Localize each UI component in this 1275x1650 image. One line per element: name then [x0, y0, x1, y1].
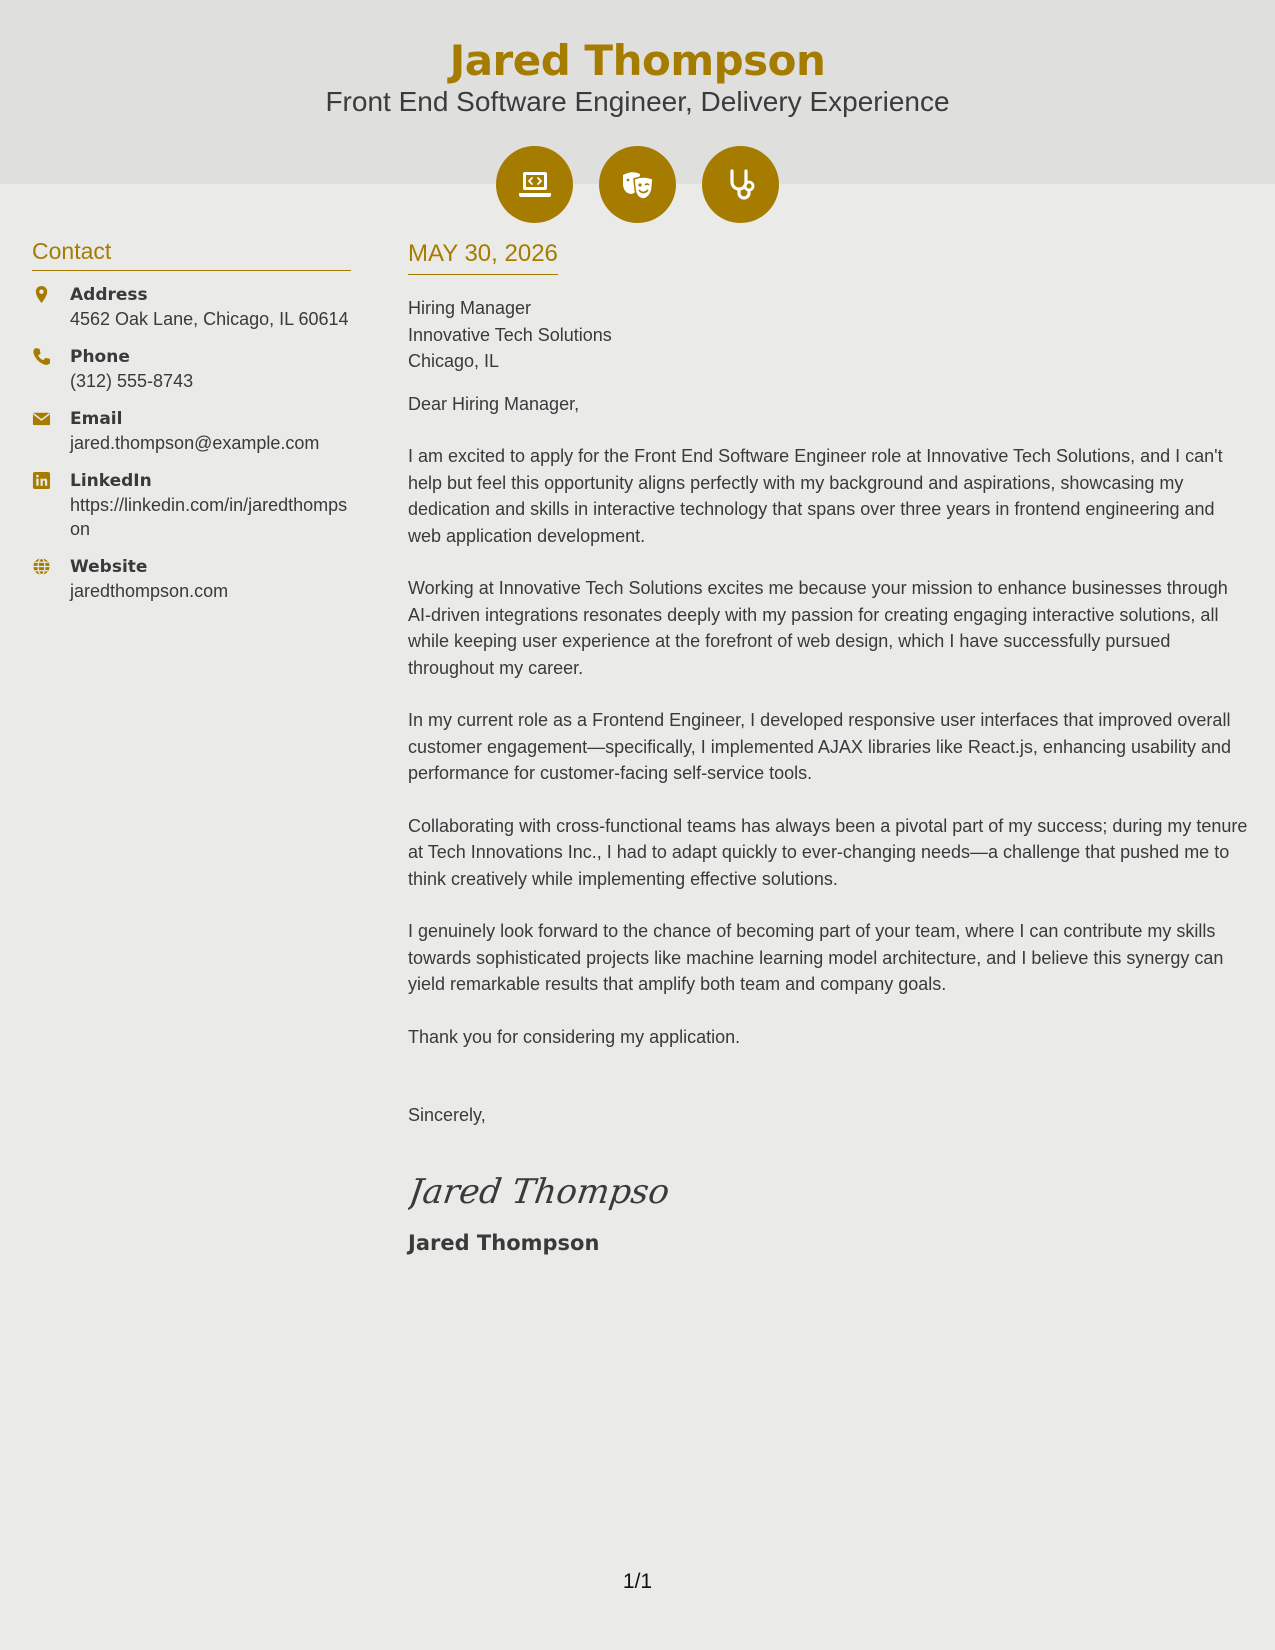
theater-masks-icon: [599, 146, 676, 223]
contact-label: Address: [70, 285, 148, 305]
paragraph: I am excited to apply for the Front End Software Engineer role at Innovative Tech Solutions, and I can't help but feel this opportunity aligns perfectly with my background and aspirations, showcasing my dedication and skills in interactive technology that spans over three years in frontend engineering and web application development.: [408, 446, 1223, 546]
candidate-name: Jared Thompson: [449, 36, 826, 85]
phone-icon: [32, 345, 70, 393]
paragraph: Working at Innovative Tech Solutions excites me because your mission to enhance businesses through AI-driven integrations resonates deeply with my passion for creating engaging interactive solutions, all while keeping user experience at the forefront of web design, which I have successfully pursued throughout my career.: [408, 578, 1228, 678]
address-value: 4562 Oak Lane, Chicago, IL 60614: [70, 309, 349, 329]
paragraph: In my current role as a Frontend Engineer, I developed responsive user interfaces that improved overall customer engagement—specifically, I implemented AJAX libraries like React.js, enhancing usability and performance for customer-facing self-service tools.: [408, 710, 1232, 783]
email-value[interactable]: jared.thompson@example.com: [70, 433, 320, 453]
envelope-icon: [32, 407, 70, 455]
phone-value: (312) 555-8743: [70, 371, 194, 391]
contact-item-website: [32, 555, 351, 603]
laptop-code-icon: [496, 146, 573, 223]
recipient-block: [408, 295, 1248, 375]
stethoscope-icon: [702, 146, 779, 223]
contact-label: Website: [70, 557, 148, 577]
linkedin-icon: [32, 469, 70, 541]
paragraph: Thank you for considering my application.: [408, 1026, 741, 1047]
contact-sidebar: [32, 238, 351, 617]
recipient-name: Hiring Manager: [408, 298, 532, 318]
contact-item-phone: [32, 345, 351, 393]
contact-label: LinkedIn: [70, 471, 152, 491]
contact-heading: Contact: [32, 238, 351, 271]
website-value[interactable]: jaredthompson.com: [70, 581, 229, 601]
contact-list: [32, 283, 351, 603]
recipient-company: Innovative Tech Solutions: [408, 324, 612, 345]
contact-label: Email: [70, 409, 123, 429]
signature-image: [408, 1159, 1248, 1219]
letter-date: MAY 30, 2026: [408, 240, 558, 275]
recipient-location: Chicago, IL: [408, 351, 500, 371]
map-pin-icon: [32, 283, 70, 331]
greeting: Dear Hiring Manager,: [408, 393, 580, 414]
closing: Sincerely,: [408, 1105, 486, 1125]
svg-text:Jared Thompson: Jared Thompson: [408, 1171, 668, 1212]
interest-icons: [0, 146, 1275, 223]
contact-item-email: [32, 407, 351, 455]
contact-item-address: [32, 283, 351, 331]
linkedin-value[interactable]: https://linkedin.com/in/jaredthompson: [70, 495, 348, 539]
paragraph: I genuinely look forward to the chance of becoming part of your team, where I can contribute my skills towards sophisticated projects like machine learning model architecture, and I believe this synergy can yield remarkable results that amplify both team and company goals.: [408, 921, 1224, 994]
contact-label: Phone: [70, 347, 130, 367]
page-number: 1/1: [622, 1570, 653, 1593]
contact-item-linkedin: [32, 469, 351, 541]
paragraph: Collaborating with cross-functional teams has always been a pivotal part of my success; during my tenure at Tech Innovations Inc., I had to adapt quickly to ever-changing needs—a challenge that pushed me to think creatively while implementing effective solutions.: [408, 815, 1248, 889]
letter-body: [408, 240, 1248, 1255]
signer-name: Jared Thompson: [408, 1230, 600, 1255]
job-title: Front End Software Engineer, Delivery Experience: [325, 86, 950, 117]
globe-icon: [32, 555, 70, 603]
